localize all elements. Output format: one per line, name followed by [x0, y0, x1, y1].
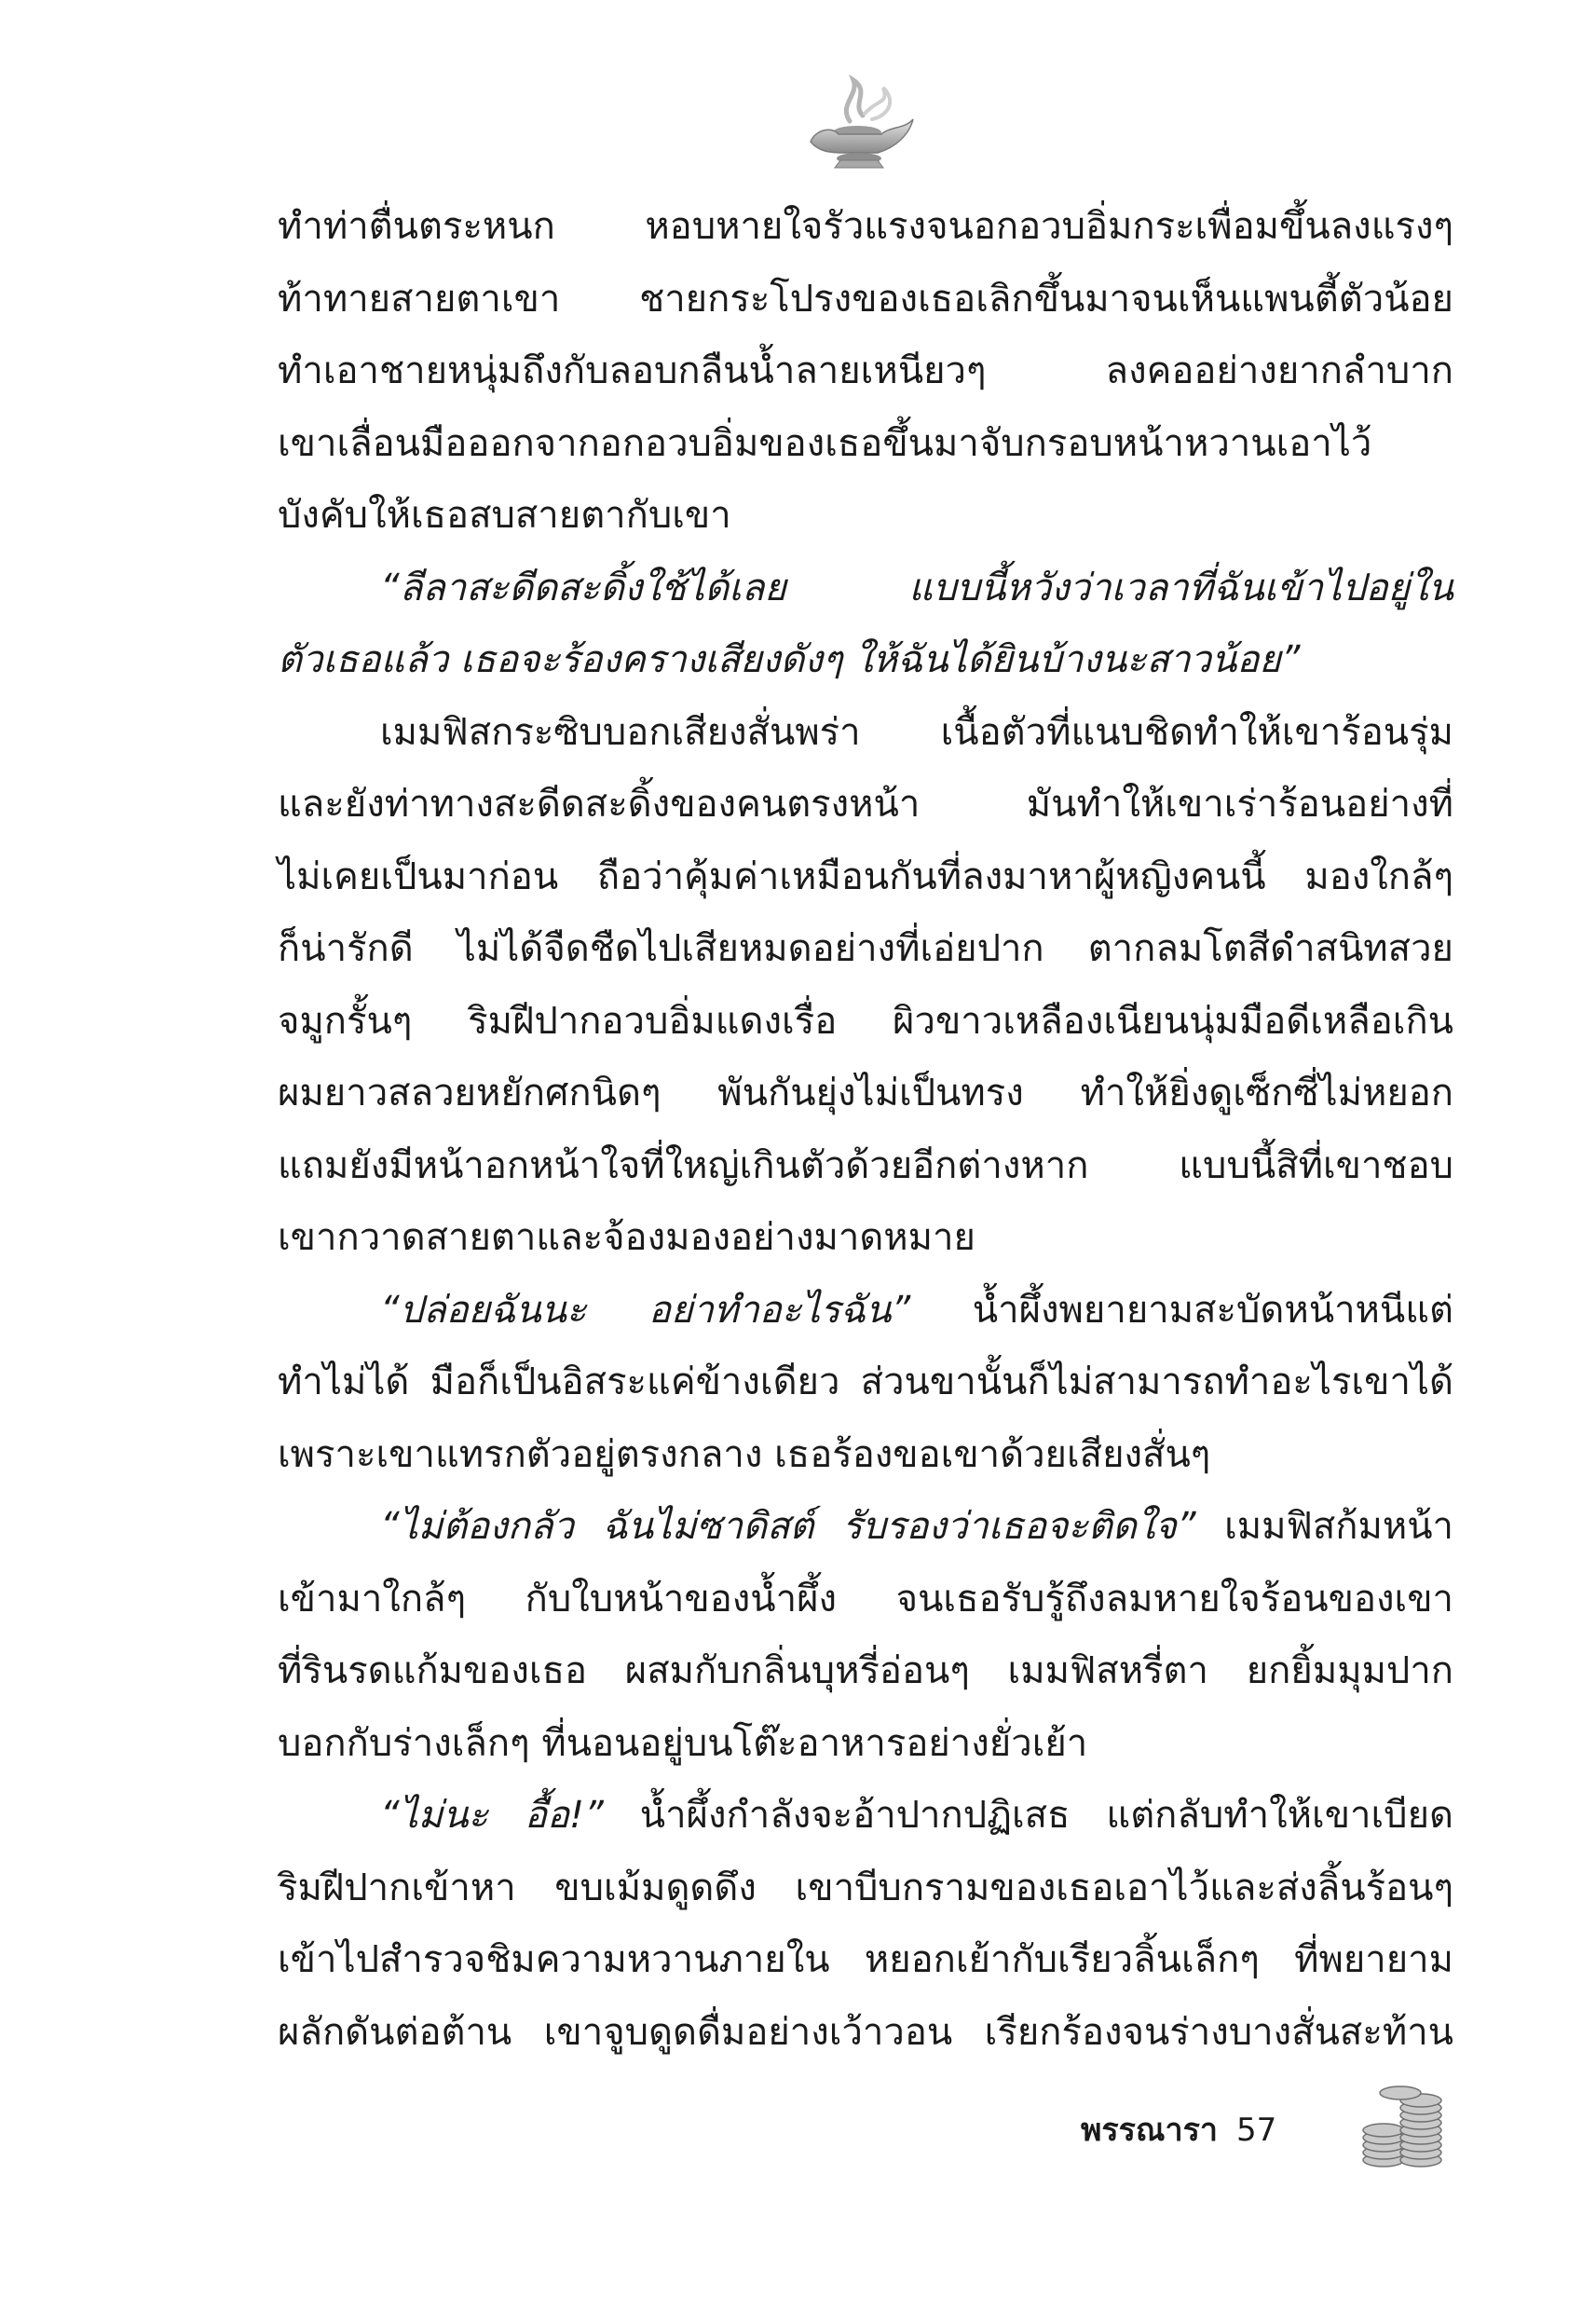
- text-line: [278, 480, 1453, 553]
- text-line: [278, 1347, 1453, 1419]
- text-line: [278, 1130, 1453, 1203]
- text-line: [278, 1491, 1453, 1564]
- page-footer: [1081, 2104, 1276, 2154]
- text-line: [278, 1997, 1453, 2070]
- line-text: เขากวาดสายตาและจ้องมองอย่างมาดหมาย: [278, 1216, 975, 1259]
- line-text: น้ำผึ้งพยายามสะบัดหน้าหนีแต่: [910, 1288, 1453, 1332]
- text-line: [278, 264, 1453, 336]
- dialogue-quote: “ไม่ต้องกลัว ฉันไม่ซาดิสต์ รับรองว่าเธอจะติดใจ”: [380, 1505, 1196, 1548]
- text-line: [278, 1708, 1453, 1781]
- book-title: พรรณารา: [1081, 2112, 1218, 2149]
- text-line: [278, 1275, 1453, 1347]
- line-text: เมมฟิสกระซิบบอกเสียงสั่นพร่า เนื้อตัวที่แนบชิดทำให้เขาร้อนรุ่ม: [380, 710, 1453, 754]
- casino-chips-icon: [1356, 2078, 1458, 2171]
- text-line: [278, 553, 1453, 625]
- line-text: เมมฟิสก้มหน้า: [1195, 1505, 1453, 1548]
- line-text: ทำเอาชายหนุ่มถึงกับลอบกลืนน้ำลายเหนียวๆ ลงคออย่างยากลำบาก: [278, 349, 1453, 392]
- text-line: [278, 1419, 1453, 1492]
- text-line: [278, 769, 1453, 841]
- text-line: [278, 986, 1453, 1059]
- genie-lamp-icon: [792, 67, 922, 179]
- text-line: [278, 1202, 1453, 1275]
- line-text: น้ำผึ้งกำลังจะอ้าปากปฏิเสธ แต่กลับทำให้เขาเบียด: [603, 1794, 1453, 1837]
- line-text: ผมยาวสลวยหยักศกนิดๆ พันกันยุ่งไม่เป็นทรง ทำให้ยิ่งดูเซ็กซี่ไม่หยอก: [278, 1072, 1453, 1114]
- line-text: “ลีลาสะดีดสะดิ้งใช้ได้เลย แบบนี้หวังว่าเวลาที่ฉันเข้าไปอยู่ใน: [380, 566, 1453, 609]
- text-line: [278, 841, 1453, 914]
- page-number: 57: [1235, 2112, 1277, 2149]
- line-text: เข้าไปสำรวจชิมความหวานภายใน หยอกเย้ากับเรียวลิ้นเล็กๆ ที่พยายาม: [278, 1938, 1453, 1981]
- text-line: [278, 1058, 1453, 1130]
- text-line: [278, 697, 1453, 770]
- line-text: เพราะเขาแทรกตัวอยู่ตรงกลาง เธอร้องขอเขาด้วยเสียงสั่นๆ: [278, 1432, 1211, 1476]
- text-line: [278, 1924, 1453, 1997]
- text-line: [278, 624, 1453, 697]
- line-text: ทำไม่ได้ มือก็เป็นอิสระแค่ข้างเดียว ส่วนขานั้นก็ไม่สามารถทำอะไรเขาได้: [278, 1361, 1453, 1403]
- dialogue-quote: “ปล่อยฉันนะ อย่าทำอะไรฉัน”: [380, 1288, 911, 1332]
- line-text: ริมฝีปากเข้าหา ขบเม้มดูดดึง เขาบีบกรามของเธอเอาไว้และส่งลิ้นร้อนๆ: [278, 1866, 1453, 1909]
- line-text: เข้ามาใกล้ๆ กับใบหน้าของน้ำผึ้ง จนเธอรับรู้ถึงลมหายใจร้อนของเขา: [278, 1577, 1453, 1620]
- text-line: [278, 1564, 1453, 1636]
- line-text: แถมยังมีหน้าอกหน้าใจที่ใหญ่เกินตัวด้วยอีกต่างหาก แบบนี้สิที่เขาชอบ: [278, 1143, 1453, 1187]
- line-text: ท้าทายสายตาเขา ชายกระโปรงของเธอเลิกขึ้นมาจนเห็นแพนตี้ตัวน้อย: [278, 277, 1453, 321]
- line-text: ผลักดันต่อต้าน เขาจูบดูดดื่มอย่างเว้าวอน เรียกร้องจนร่างบางสั่นสะท้าน: [278, 2010, 1453, 2054]
- line-text: เขาเลื่อนมือออกจากอกอวบอิ่มของเธอขึ้นมาจับกรอบหน้าหวานเอาไว้: [278, 421, 1372, 465]
- text-line: [278, 191, 1453, 264]
- dialogue-quote: “ไม่นะ อื้อ!”: [380, 1794, 604, 1837]
- line-text: บังคับให้เธอสบสายตากับเขา: [278, 494, 731, 537]
- line-text: ไม่เคยเป็นมาก่อน ถือว่าคุ้มค่าเหมือนกันที่ลงมาหาผู้หญิงคนนี้ มองใกล้ๆ: [278, 855, 1453, 898]
- story-text: [278, 191, 1453, 2069]
- line-text: ที่รินรดแก้มของเธอ ผสมกับกลิ่นบุหรี่อ่อนๆ เมมฟิสหรี่ตา ยกยิ้มมุมปาก: [278, 1649, 1453, 1692]
- text-line: [278, 1780, 1453, 1853]
- line-text: ตัวเธอแล้ว เธอจะร้องครางเสียงดังๆ ให้ฉันได้ยินบ้างนะสาวน้อย”: [278, 638, 1301, 681]
- text-line: [278, 335, 1453, 408]
- text-line: [278, 1853, 1453, 1925]
- line-text: ทำท่าตื่นตระหนก หอบหายใจรัวแรงจนอกอวบอิ่มกระเพื่อมขึ้นลงแรงๆ: [278, 205, 1453, 248]
- line-text: บอกกับร่างเล็กๆ ที่นอนอยู่บนโต๊ะอาหารอย่างยั่วเย้า: [278, 1721, 1088, 1765]
- line-text: และยังท่าทางสะดีดสะดิ้งของคนตรงหน้า มันทำให้เขาเร่าร้อนอย่างที่: [278, 783, 1453, 826]
- line-text: ก็น่ารักดี ไม่ได้จืดชืดไปเสียหมดอย่างที่เอ่ยปาก ตากลมโตสีดำสนิทสวย: [278, 927, 1453, 970]
- text-line: [278, 1635, 1453, 1708]
- text-line: [278, 408, 1453, 481]
- text-line: [278, 913, 1453, 986]
- line-text: จมูกรั้นๆ ริมฝีปากอวบอิ่มแดงเรื่อ ผิวขาวเหลืองเนียนนุ่มมือดีเหลือเกิน: [278, 999, 1453, 1043]
